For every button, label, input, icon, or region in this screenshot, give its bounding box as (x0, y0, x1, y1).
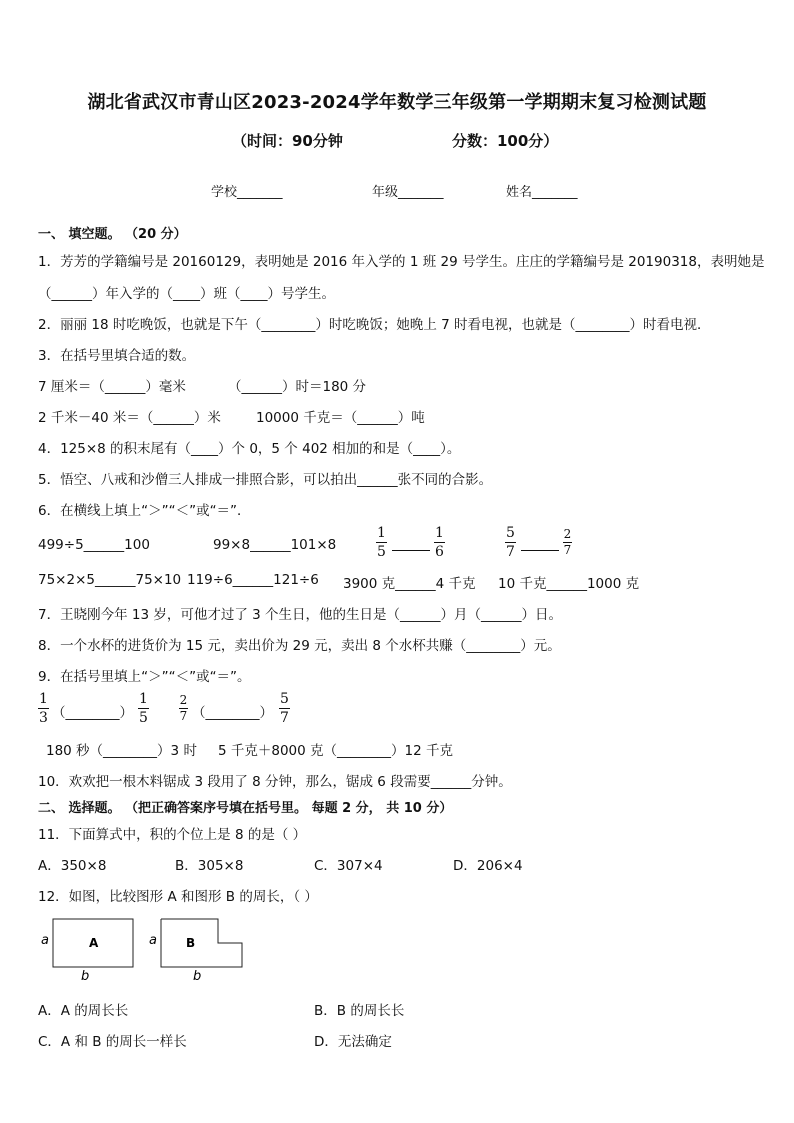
question-11-option-c: C．307×4 (314, 858, 383, 874)
question-7: 7．王晓刚今年 13 岁，可他才过了 3 个生日，他的生日是（______）月（______）日。 (38, 607, 563, 623)
question-12-option-b: B．B 的周长长 (314, 1003, 405, 1019)
question-3: 3．在括号里填合适的数。 (38, 348, 196, 364)
fraction-one-fifth (138, 690, 149, 727)
question-3-item-c: 2 千米－40 米＝（______）米 (38, 410, 221, 426)
numerator: 2 (563, 527, 572, 541)
exam-time: （时间：90分钟 (232, 132, 343, 150)
question-9: 9．在括号里填上“＞”“＜”或“＝”。 (38, 669, 251, 685)
fraction-one-sixth (434, 524, 445, 561)
grade-field: 年级_______ (372, 185, 444, 200)
question-11-option-d: D．206×4 (453, 858, 523, 874)
numerator: 5 (280, 691, 289, 707)
answer-blank (392, 550, 430, 551)
question-4: 4．125×8 的积末尾有（____）个 0，5 个 402 相加的和是（____）。 (38, 441, 461, 457)
denominator: 7 (280, 710, 289, 726)
numerator: 1 (377, 525, 386, 541)
question-12-option-d: D．无法确定 (314, 1034, 392, 1050)
question-12: 12．如图，比较图形 A 和图形 B 的周长，（ ） (38, 889, 318, 905)
exam-score: 分数：100分） (452, 132, 559, 150)
side-label-a: a (41, 933, 49, 948)
denominator: 7 (563, 543, 572, 557)
question-11-option-b: B．305×8 (175, 858, 244, 874)
fraction-one-third (38, 690, 49, 727)
side-label-b: b (81, 969, 90, 984)
comparison-blank: （________） (52, 705, 133, 721)
fraction-five-sevenths (505, 524, 516, 561)
fraction-two-sevenths (563, 527, 572, 558)
side-label-b: b (193, 969, 202, 984)
question-3-item-b: （______）时＝180 分 (228, 379, 367, 395)
answer-blank (521, 550, 559, 551)
numerator: 2 (179, 693, 188, 707)
shape-b (161, 919, 242, 967)
question-10: 10．欢欢把一根木料锯成 3 段用了 8 分钟，那么，锯成 6 段需要______分钟。 (38, 774, 512, 790)
shape-b-label: B (186, 936, 196, 950)
fraction-five-sevenths (279, 690, 290, 727)
section-heading-fill-in: 一、 填空题。 （20 分） (38, 227, 187, 242)
question-2: 2．丽丽 18 时吃晚饭，也就是下午（________）时吃晚饭；她晚上 7 时看电视，也就是（________）时看电视． (38, 317, 711, 333)
denominator: 7 (506, 544, 515, 560)
question-6-item-7: 3900 克______4 千克 (343, 576, 476, 592)
school-field: 学校_______ (211, 185, 283, 200)
perimeter-figure (36, 912, 256, 984)
name-field: 姓名_______ (506, 185, 578, 200)
numerator: 1 (435, 525, 444, 541)
side-label-a: a (149, 933, 157, 948)
question-8: 8．一个水杯的进货价为 15 元，卖出价为 29 元，卖出 8 个水杯共赚（________）元。 (38, 638, 561, 654)
fraction-one-fifth (376, 524, 387, 561)
question-6-item-6: 119÷6______121÷6 (187, 572, 319, 588)
question-6-item-5: 75×2×5______75×10 (38, 572, 182, 588)
question-1-line-1: 1．芳芳的学籍编号是 20160129，表明她是 2016 年入学的 1 班 29 号学生。庄庄的学籍编号是 20190318，表明她是 (38, 254, 765, 270)
question-9-item-3: 180 秒（________）3 时 (46, 743, 197, 759)
question-3-item-d: 10000 千克＝（______）吨 (256, 410, 425, 426)
denominator: 7 (179, 709, 188, 723)
denominator: 3 (39, 710, 48, 726)
shape-a-label: A (89, 936, 99, 950)
question-12-option-a: A．A 的周长长 (38, 1003, 129, 1019)
question-11-option-a: A．350×8 (38, 858, 107, 874)
numerator: 1 (139, 691, 148, 707)
question-6: 6．在横线上填上“＞”“＜”或“＝”． (38, 503, 251, 519)
question-5: 5．悟空、八戒和沙僧三人排成一排照合影，可以拍出______张不同的合影。 (38, 472, 493, 488)
page-title: 湖北省武汉市青山区2023-2024学年数学三年级第一学期期末复习检测试题 (87, 92, 707, 113)
question-6-item-8: 10 千克______1000 克 (498, 576, 640, 592)
denominator: 5 (377, 544, 386, 560)
denominator: 6 (435, 544, 444, 560)
question-1-line-2: （______）年入学的（____）班（____）号学生。 (38, 286, 335, 302)
question-9-item-4: 5 千克＋8000 克（________）12 千克 (218, 743, 453, 759)
numerator: 1 (39, 691, 48, 707)
section-heading-choice: 二、 选择题。 （把正确答案序号填在括号里。 每题 2 分， 共 10 分） (38, 801, 453, 816)
denominator: 5 (139, 710, 148, 726)
comparison-blank: （________） (192, 705, 273, 721)
fraction-two-sevenths (179, 693, 188, 724)
question-6-item-2: 99×8______101×8 (213, 537, 337, 553)
question-6-item-1: 499÷5______100 (38, 537, 150, 553)
question-12-option-c: C．A 和 B 的周长一样长 (38, 1034, 187, 1050)
question-11: 11．下面算式中，积的个位上是 8 的是（ ） (38, 827, 307, 843)
numerator: 5 (506, 525, 515, 541)
question-3-item-a: 7 厘米＝（______）毫米 (38, 379, 186, 395)
